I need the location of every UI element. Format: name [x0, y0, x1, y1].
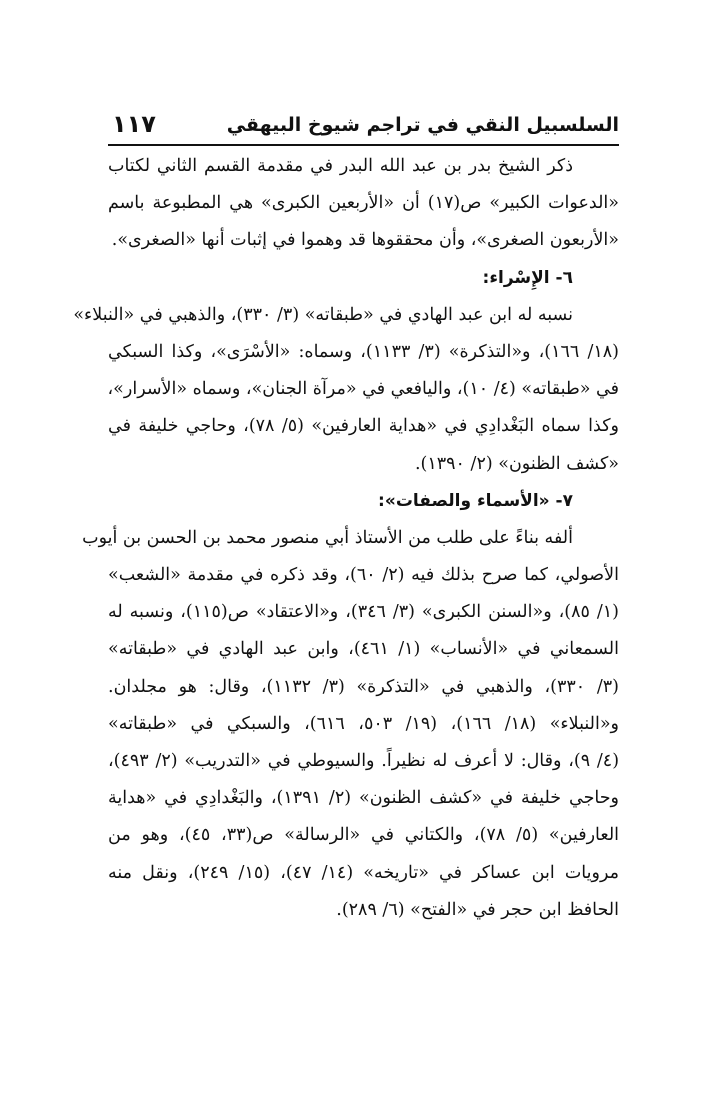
paragraph-line: (١/ ٨٥)، و«السنن الكبرى» (٣/ ٣٤٦)، و«الاعتقاد» ص(١١٥)، ونسبه له — [108, 602, 619, 623]
paragraph-line: «كشف الظنون» (٢/ ١٣٩٠). — [414, 453, 619, 474]
paragraph-line: الحافظ ابن حجر في «الفتح» (٦/ ٢٨٩). — [336, 899, 619, 920]
section-heading: ٧- «الأسماء والصفات»: — [378, 490, 573, 511]
paragraph-line: نسبه له ابن عبد الهادي في «طبقاته» (٣/ ٣٣٠)، والذهبي في «النبلاء» — [73, 304, 573, 325]
book-title: السلسبيل النقي في تراجم شيوخ البيهقي — [226, 114, 619, 136]
paragraph-line: السمعاني في «الأنساب» (١/ ٤٦١)، وابن عبد الهادي في «طبقاته» — [108, 639, 619, 660]
body-text — [73, 148, 620, 929]
paragraph-line: (٣/ ٣٣٠)، والذهبي في «التذكرة» (٣/ ١١٣٢)، وقال: هو مجلدان. — [108, 676, 619, 697]
paragraph-line: العارفين» (٥/ ٧٨)، والكتاني في «الرسالة» ص(٣٣، ٤٥)، وهو من — [108, 825, 620, 846]
paragraph-line: «الأربعون الصغرى»، وأن محققوها قد وهموا في إثبات أنها «الصغرى». — [111, 230, 619, 251]
paragraph-line: ذكر الشيخ بدر بن عبد الله البدر في مقدمة القسم الثاني لكتاب — [108, 156, 573, 176]
paragraph-line: وحاجي خليفة في «كشف الظنون» (٢/ ١٣٩١)، والبَغْدادِي في «هداية — [108, 788, 620, 809]
paragraph-line: (٤/ ٩)، وقال: لا أعرف له نظيراً. والسيوطي في «التدريب» (٢/ ٤٩٣)، — [108, 751, 620, 771]
paragraph-line: مرويات ابن عساكر في «تاريخه» (١٤/ ٤٧)، (١٥/ ٢٤٩)، ونقل منه — [108, 862, 619, 883]
paragraph-line: «الدعوات الكبير» ص(١٧) أن «الأربعين الكبرى» هي المطبوعة باسم — [108, 193, 619, 214]
paragraph-line: وكذا سماه البَغْدادِي في «هداية العارفين» (٥/ ٧٨)، وحاجي خليفة في — [108, 416, 619, 437]
page-number: ١١٧ — [112, 110, 156, 138]
paragraph-line: (١٨/ ١٦٦)، و«التذكرة» (٣/ ١١٣٣)، وسماه: «الأسْرَى»، وكذا السبكي — [108, 341, 619, 362]
paragraph-line: في «طبقاته» (٤/ ١٠)، واليافعي في «مرآة الجنان»، وسماه «الأسرار»، — [107, 379, 619, 400]
paragraph-line: ألفه بناءً على طلب من الأستاذ أبي منصور محمد بن الحسن بن أيوب — [82, 527, 573, 548]
paragraph-line: الأصولي، كما صرح بذلك فيه (٢/ ٦٠)، وقد ذكره في مقدمة «الشعب» — [108, 565, 619, 586]
paragraph-line: و«النبلاء» (١٨/ ١٦٦)، (١٩/ ٥٠٣، ٦١٦)، والسبكي في «طبقاته» — [108, 713, 619, 734]
running-header — [108, 100, 619, 146]
section-heading: ٦- الإِسْراء: — [482, 267, 573, 288]
